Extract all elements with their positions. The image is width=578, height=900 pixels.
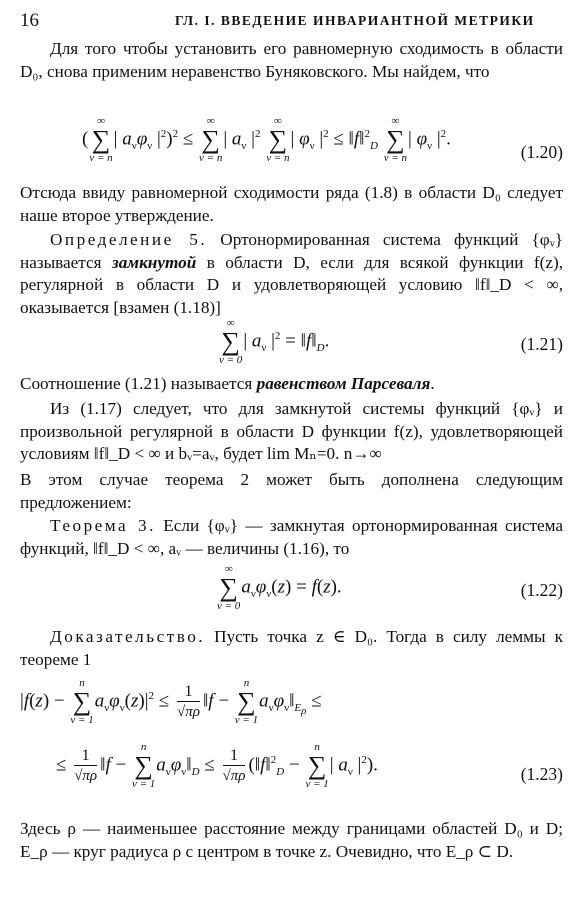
definition-label: Определение 5. (50, 230, 208, 249)
equation-1-22-body: ∞ ∑ ν = 0 $a_\nu\varphi_\nu(z) = f(z)$. (217, 563, 342, 612)
proof-label: Доказательство. (50, 627, 206, 646)
parseval-term: равенством Парсеваля (256, 374, 431, 393)
equation-1-22 (20, 562, 563, 616)
paragraph-intro: Для того чтобы установить его равномерную сходимость в области D₀, снова применим неравенство Буняковского. Мы найдем, что (20, 39, 563, 81)
equation-1-23-line1: |f(z) − n ∑ ν = 1 $a_\nu\varphi_\nu(z)|^2$ ≤ $\frac{1}{√\pi\rho}$ ‖f − n ∑ ν = 1 $a_\nu\varphi_\nu‖_{E_\rho}$ ≤ (20, 677, 322, 726)
parseval-text-b: . (430, 374, 435, 393)
paragraph-theorem-intro: В этом случае теорема 2 может быть дополнена следующим предложением: (20, 470, 563, 512)
equation-number: (1.23) (520, 764, 563, 784)
equation-number: (1.22) (520, 580, 563, 600)
page-number: 16 (20, 10, 39, 31)
equation-1-20 (20, 112, 563, 166)
parseval-text-a: Соотношение (1.21) называется (20, 374, 257, 393)
equation-number: (1.20) (520, 142, 563, 162)
paragraph-consequence: Отсюда ввиду равномерной сходимости ряда (1.8) в области D₀ следует наше второе утверждение. (20, 183, 563, 225)
theorem-3 (20, 515, 563, 560)
paragraph-parseval (20, 373, 563, 396)
equation-1-23-line2: ≤ $\frac{1}{√\pi\rho}$ ‖f − n ∑ ν = 1 $a_\nu\varphi_\nu‖_D$ ≤ $\frac{1}{√\pi\rho}$ (‖f‖$^2_D$ − n ∑ ν = 1 | $a_\nu$ $|^2$). (56, 741, 378, 790)
equation-number: (1.21) (520, 334, 563, 354)
equation-1-20-body: ( ∞ ∑ ν = n | $a_\nu\varphi_\nu$ $|^2)^2$ ≤ ∞ ∑ ν = n | $a_\nu$ $|^2$ ∞ ∑ ν = n | $\varphi_\nu$ $|^2$ ≤ ‖f‖$^2_D$ ∞ ∑ ν = n | $\varphi_\nu$ $|^2$. (82, 115, 451, 164)
theorem-label: Теорема 3. (50, 516, 156, 535)
definition-text-b: в области D, если для всякой функции f(z), регулярной в области D и удовлетворяющей условию ‖f‖_D < ∞, оказывается [взамен (1.18)] (20, 252, 563, 317)
proof-text: Пусть точка z ∈ D₀. Тогда в силу леммы к теореме 1 (20, 627, 563, 669)
definition-5 (20, 229, 563, 319)
theorem-text: Если {φᵥ} — замкнутая ортонормированная система функций, ‖f‖_D < ∞, aᵥ — величины (1.16), то (20, 516, 563, 558)
equation-1-23 (20, 676, 563, 806)
paragraph-rho: Здесь ρ — наименьшее расстояние между границами областей D₀ и D; E_ρ — круг радиуса ρ с центром в точке z. Очевидно, что E_ρ ⊂ D. (20, 819, 563, 861)
page-header (20, 10, 564, 32)
running-head: ГЛ. I. ВВЕДЕНИЕ ИНВАРИАНТНОЙ МЕТРИКИ (175, 13, 535, 28)
equation-1-21-body: ∞ ∑ ν = 0 | $a_\nu$ $|^2$ = $‖f‖_D$. (219, 317, 330, 366)
definition-term: замкнутой (112, 252, 197, 272)
definition-text-a: Ортонормированная система функций {φᵥ} называется (20, 230, 563, 272)
equation-1-21 (20, 316, 563, 368)
paragraph-closed-system: Из (1.17) следует, что для замкнутой системы функций {φᵥ} и произвольной регулярной в области D функции f(z), удовлетворяющей условиям ‖f‖_D < ∞ и bᵥ=aᵥ, будет lim Mₙ=0. n→∞ (20, 399, 563, 464)
proof (20, 626, 563, 671)
